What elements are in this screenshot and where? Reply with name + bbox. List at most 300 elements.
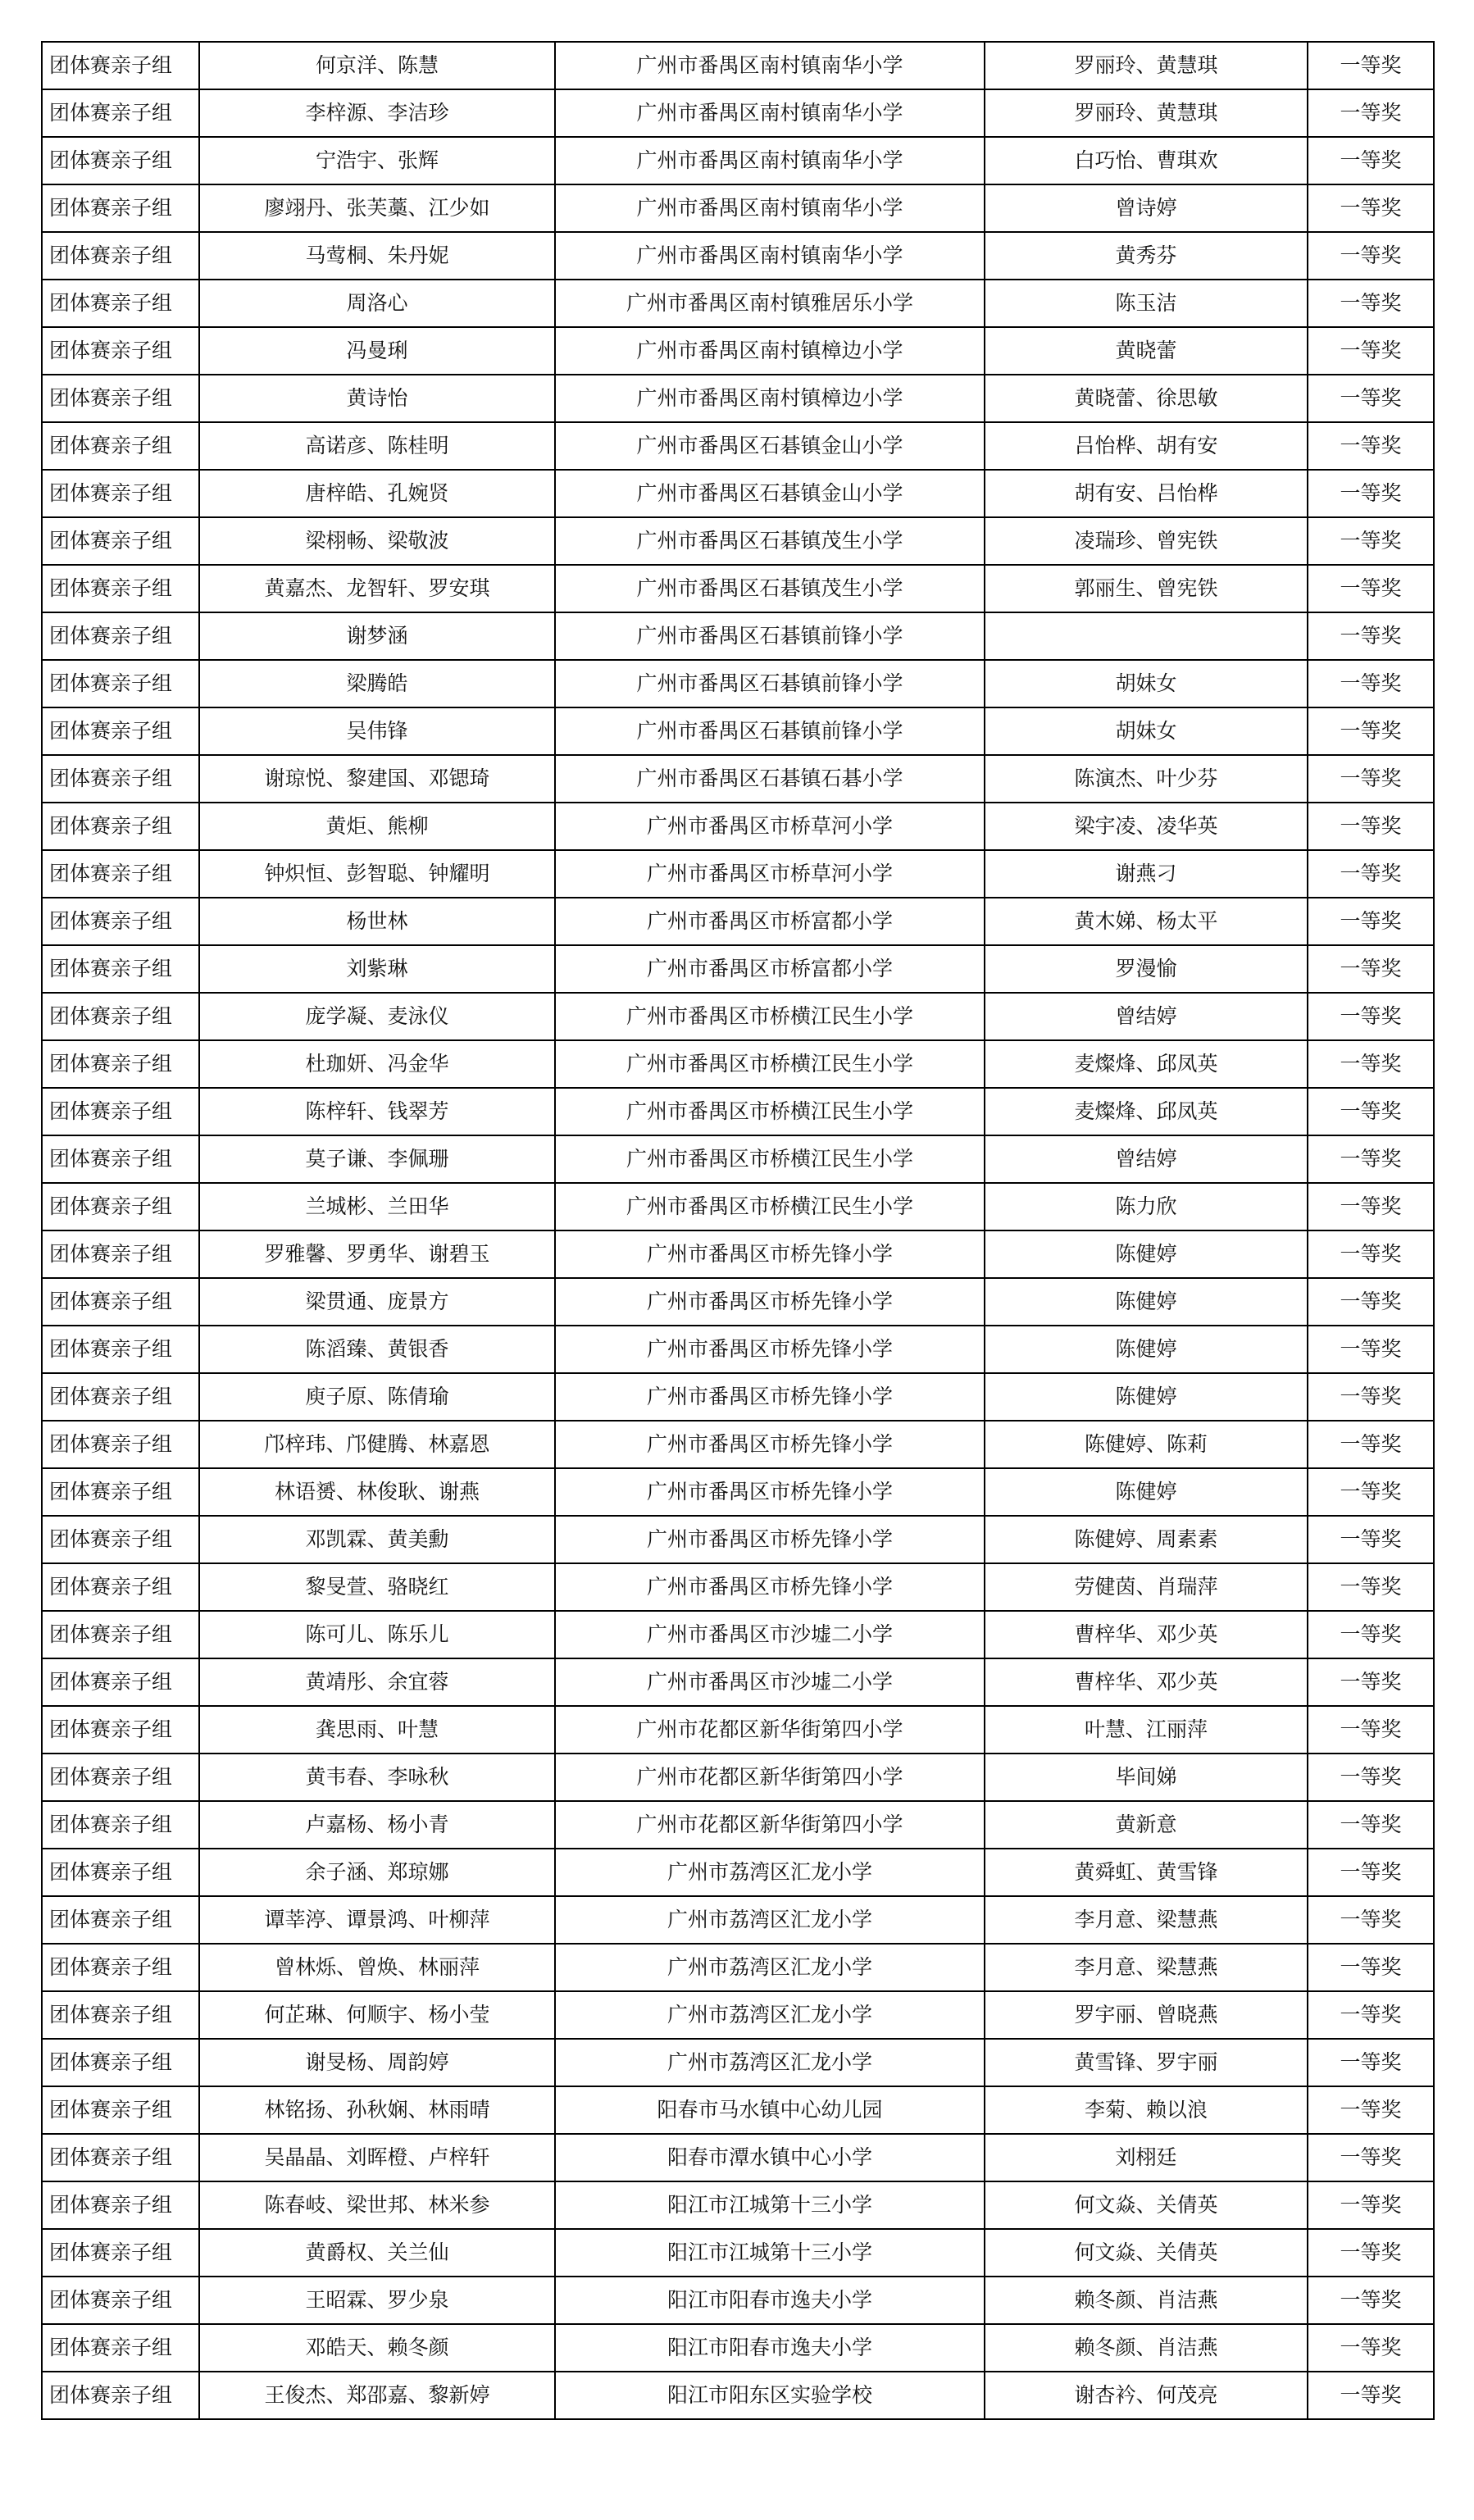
school-cell: 广州市番禺区市桥先锋小学 <box>555 1516 985 1563</box>
participants-cell: 谢旻杨、周韵婷 <box>199 2039 555 2086</box>
table-row <box>42 660 1434 707</box>
group-cell: 团体赛亲子组 <box>42 1991 199 2039</box>
teachers-cell: 陈玉洁 <box>985 280 1308 327</box>
award-cell: 一等奖 <box>1308 327 1434 375</box>
award-cell: 一等奖 <box>1308 137 1434 184</box>
teachers-cell: 曾结婷 <box>985 993 1308 1040</box>
table-row <box>42 803 1434 850</box>
participants-cell: 陈滔臻、黄银香 <box>199 1326 555 1373</box>
teachers-cell: 曹梓华、邓少英 <box>985 1658 1308 1706</box>
school-cell: 广州市番禺区石碁镇金山小学 <box>555 470 985 517</box>
award-cell: 一等奖 <box>1308 1611 1434 1658</box>
teachers-cell: 凌瑞珍、曾宪铁 <box>985 517 1308 565</box>
school-cell: 广州市番禺区市桥横江民生小学 <box>555 1183 985 1230</box>
table-row <box>42 280 1434 327</box>
group-cell: 团体赛亲子组 <box>42 1563 199 1611</box>
participants-cell: 谢梦涵 <box>199 612 555 660</box>
teachers-cell: 陈力欣 <box>985 1183 1308 1230</box>
group-cell: 团体赛亲子组 <box>42 1849 199 1896</box>
award-table-body <box>42 42 1434 2419</box>
school-cell: 广州市番禺区市沙墟二小学 <box>555 1658 985 1706</box>
table-row <box>42 422 1434 470</box>
school-cell: 广州市番禺区石碁镇前锋小学 <box>555 660 985 707</box>
participants-cell: 唐梓皓、孔婉贤 <box>199 470 555 517</box>
award-cell: 一等奖 <box>1308 1040 1434 1088</box>
teachers-cell: 赖冬颜、肖洁燕 <box>985 2324 1308 2372</box>
group-cell: 团体赛亲子组 <box>42 1421 199 1468</box>
award-cell: 一等奖 <box>1308 232 1434 280</box>
school-cell: 广州市番禺区石碁镇茂生小学 <box>555 517 985 565</box>
table-row <box>42 1326 1434 1373</box>
group-cell: 团体赛亲子组 <box>42 993 199 1040</box>
award-cell: 一等奖 <box>1308 2372 1434 2419</box>
group-cell: 团体赛亲子组 <box>42 1230 199 1278</box>
teachers-cell: 黄晓蕾 <box>985 327 1308 375</box>
group-cell: 团体赛亲子组 <box>42 2039 199 2086</box>
table-row <box>42 1801 1434 1849</box>
teachers-cell: 刘栩廷 <box>985 2134 1308 2181</box>
group-cell: 团体赛亲子组 <box>42 565 199 612</box>
group-cell: 团体赛亲子组 <box>42 1801 199 1849</box>
participants-cell: 梁腾皓 <box>199 660 555 707</box>
school-cell: 广州市番禺区南村镇南华小学 <box>555 137 985 184</box>
school-cell: 广州市荔湾区汇龙小学 <box>555 1944 985 1991</box>
school-cell: 广州市番禺区南村镇南华小学 <box>555 184 985 232</box>
participants-cell: 李梓源、李洁珍 <box>199 89 555 137</box>
teachers-cell: 陈健婷 <box>985 1468 1308 1516</box>
award-cell: 一等奖 <box>1308 660 1434 707</box>
group-cell: 团体赛亲子组 <box>42 375 199 422</box>
table-row <box>42 1040 1434 1088</box>
school-cell: 广州市番禺区市桥先锋小学 <box>555 1373 985 1421</box>
group-cell: 团体赛亲子组 <box>42 327 199 375</box>
school-cell: 广州市番禺区南村镇樟边小学 <box>555 327 985 375</box>
school-cell: 广州市花都区新华街第四小学 <box>555 1706 985 1754</box>
group-cell: 团体赛亲子组 <box>42 1706 199 1754</box>
participants-cell: 陈春岐、梁世邦、林米参 <box>199 2181 555 2229</box>
table-row <box>42 184 1434 232</box>
teachers-cell: 赖冬颜、肖洁燕 <box>985 2277 1308 2324</box>
teachers-cell: 陈演杰、叶少芬 <box>985 755 1308 803</box>
award-cell: 一等奖 <box>1308 280 1434 327</box>
award-cell: 一等奖 <box>1308 1135 1434 1183</box>
participants-cell: 曾林烁、曾焕、林丽萍 <box>199 1944 555 1991</box>
award-cell: 一等奖 <box>1308 184 1434 232</box>
table-row <box>42 612 1434 660</box>
table-row <box>42 1468 1434 1516</box>
participants-cell: 钟炽恒、彭智聪、钟耀明 <box>199 850 555 898</box>
school-cell: 阳江市阳春市逸夫小学 <box>555 2324 985 2372</box>
group-cell: 团体赛亲子组 <box>42 1896 199 1944</box>
table-row <box>42 2229 1434 2277</box>
participants-cell: 黄嘉杰、龙智轩、罗安琪 <box>199 565 555 612</box>
table-row <box>42 850 1434 898</box>
award-cell: 一等奖 <box>1308 1468 1434 1516</box>
teachers-cell: 谢杏衿、何茂亮 <box>985 2372 1308 2419</box>
participants-cell: 谭莘渟、谭景鸿、叶柳萍 <box>199 1896 555 1944</box>
participants-cell: 马莺桐、朱丹妮 <box>199 232 555 280</box>
participants-cell: 冯曼琍 <box>199 327 555 375</box>
participants-cell: 黄靖彤、余宜蓉 <box>199 1658 555 1706</box>
award-cell: 一等奖 <box>1308 1706 1434 1754</box>
participants-cell: 吴伟锋 <box>199 707 555 755</box>
group-cell: 团体赛亲子组 <box>42 1326 199 1373</box>
group-cell: 团体赛亲子组 <box>42 184 199 232</box>
participants-cell: 黄诗怡 <box>199 375 555 422</box>
school-cell: 广州市番禺区石碁镇石碁小学 <box>555 755 985 803</box>
table-row <box>42 1088 1434 1135</box>
table-row <box>42 565 1434 612</box>
teachers-cell: 曹梓华、邓少英 <box>985 1611 1308 1658</box>
participants-cell: 黎旻萱、骆晓红 <box>199 1563 555 1611</box>
group-cell: 团体赛亲子组 <box>42 1183 199 1230</box>
teachers-cell: 胡妹女 <box>985 707 1308 755</box>
teachers-cell: 陈健婷 <box>985 1230 1308 1278</box>
table-row <box>42 755 1434 803</box>
table-row <box>42 1944 1434 1991</box>
group-cell: 团体赛亲子组 <box>42 2134 199 2181</box>
participants-cell: 黄韦春、李咏秋 <box>199 1754 555 1801</box>
award-cell: 一等奖 <box>1308 1230 1434 1278</box>
teachers-cell: 曾诗婷 <box>985 184 1308 232</box>
award-cell: 一等奖 <box>1308 1849 1434 1896</box>
award-cell: 一等奖 <box>1308 1944 1434 1991</box>
group-cell: 团体赛亲子组 <box>42 1516 199 1563</box>
school-cell: 广州市番禺区市桥富都小学 <box>555 898 985 945</box>
teachers-cell: 何文焱、关倩英 <box>985 2181 1308 2229</box>
school-cell: 广州市番禺区市沙墟二小学 <box>555 1611 985 1658</box>
award-cell: 一等奖 <box>1308 2181 1434 2229</box>
participants-cell: 何芷琳、何顺宇、杨小莹 <box>199 1991 555 2039</box>
school-cell: 广州市番禺区市桥草河小学 <box>555 850 985 898</box>
table-row <box>42 1754 1434 1801</box>
school-cell: 广州市番禺区石碁镇金山小学 <box>555 422 985 470</box>
group-cell: 团体赛亲子组 <box>42 1135 199 1183</box>
participants-cell: 王昭霖、罗少泉 <box>199 2277 555 2324</box>
school-cell: 广州市番禺区市桥先锋小学 <box>555 1563 985 1611</box>
table-row <box>42 993 1434 1040</box>
table-row <box>42 470 1434 517</box>
table-row <box>42 375 1434 422</box>
teachers-cell <box>985 612 1308 660</box>
teachers-cell: 罗漫愉 <box>985 945 1308 993</box>
participants-cell: 廖翊丹、张芙藁、江少如 <box>199 184 555 232</box>
table-row <box>42 1278 1434 1326</box>
table-row <box>42 517 1434 565</box>
group-cell: 团体赛亲子组 <box>42 1944 199 1991</box>
school-cell: 广州市番禺区南村镇南华小学 <box>555 89 985 137</box>
teachers-cell: 白巧怡、曹琪欢 <box>985 137 1308 184</box>
participants-cell: 莫子谦、李佩珊 <box>199 1135 555 1183</box>
school-cell: 阳江市江城第十三小学 <box>555 2181 985 2229</box>
participants-cell: 陈梓轩、钱翠芳 <box>199 1088 555 1135</box>
participants-cell: 邝梓玮、邝健腾、林嘉恩 <box>199 1421 555 1468</box>
teachers-cell: 胡有安、吕怡桦 <box>985 470 1308 517</box>
teachers-cell: 李月意、梁慧燕 <box>985 1944 1308 1991</box>
school-cell: 广州市番禺区市桥横江民生小学 <box>555 1088 985 1135</box>
teachers-cell: 郭丽生、曾宪铁 <box>985 565 1308 612</box>
award-cell: 一等奖 <box>1308 89 1434 137</box>
school-cell: 广州市番禺区石碁镇茂生小学 <box>555 565 985 612</box>
school-cell: 广州市荔湾区汇龙小学 <box>555 2039 985 2086</box>
table-row <box>42 2134 1434 2181</box>
group-cell: 团体赛亲子组 <box>42 1373 199 1421</box>
participants-cell: 杜珈妍、冯金华 <box>199 1040 555 1088</box>
school-cell: 广州市荔湾区汇龙小学 <box>555 1991 985 2039</box>
table-row <box>42 1991 1434 2039</box>
teachers-cell: 黄晓蕾、徐思敏 <box>985 375 1308 422</box>
group-cell: 团体赛亲子组 <box>42 612 199 660</box>
participants-cell: 何京洋、陈慧 <box>199 42 555 89</box>
school-cell: 广州市番禺区市桥先锋小学 <box>555 1326 985 1373</box>
school-cell: 广州市番禺区南村镇雅居乐小学 <box>555 280 985 327</box>
teachers-cell: 罗丽玲、黄慧琪 <box>985 42 1308 89</box>
teachers-cell: 黄木娣、杨太平 <box>985 898 1308 945</box>
table-row <box>42 898 1434 945</box>
participants-cell: 吴晶晶、刘晖橙、卢梓轩 <box>199 2134 555 2181</box>
teachers-cell: 李月意、梁慧燕 <box>985 1896 1308 1944</box>
teachers-cell: 罗宇丽、曾晓燕 <box>985 1991 1308 2039</box>
group-cell: 团体赛亲子组 <box>42 42 199 89</box>
participants-cell: 杨世林 <box>199 898 555 945</box>
participants-cell: 刘紫琳 <box>199 945 555 993</box>
participants-cell: 兰城彬、兰田华 <box>199 1183 555 1230</box>
award-cell: 一等奖 <box>1308 2324 1434 2372</box>
school-cell: 广州市番禺区市桥横江民生小学 <box>555 1040 985 1088</box>
award-cell: 一等奖 <box>1308 2277 1434 2324</box>
award-cell: 一等奖 <box>1308 1373 1434 1421</box>
award-cell: 一等奖 <box>1308 2134 1434 2181</box>
teachers-cell: 吕怡桦、胡有安 <box>985 422 1308 470</box>
table-row <box>42 327 1434 375</box>
award-cell: 一等奖 <box>1308 2039 1434 2086</box>
award-cell: 一等奖 <box>1308 565 1434 612</box>
table-row <box>42 2324 1434 2372</box>
table-row <box>42 2277 1434 2324</box>
group-cell: 团体赛亲子组 <box>42 137 199 184</box>
teachers-cell: 麦燦烽、邱凤英 <box>985 1040 1308 1088</box>
table-row <box>42 89 1434 137</box>
group-cell: 团体赛亲子组 <box>42 2324 199 2372</box>
teachers-cell: 劳健茵、肖瑞萍 <box>985 1563 1308 1611</box>
table-row <box>42 2181 1434 2229</box>
teachers-cell: 曾结婷 <box>985 1135 1308 1183</box>
table-row <box>42 1706 1434 1754</box>
group-cell: 团体赛亲子组 <box>42 517 199 565</box>
participants-cell: 谢琼悦、黎建国、邓锶琦 <box>199 755 555 803</box>
award-cell: 一等奖 <box>1308 2086 1434 2134</box>
group-cell: 团体赛亲子组 <box>42 898 199 945</box>
group-cell: 团体赛亲子组 <box>42 89 199 137</box>
school-cell: 广州市花都区新华街第四小学 <box>555 1754 985 1801</box>
participants-cell: 周洛心 <box>199 280 555 327</box>
group-cell: 团体赛亲子组 <box>42 1088 199 1135</box>
teachers-cell: 陈健婷 <box>985 1278 1308 1326</box>
document-page <box>41 41 1433 2420</box>
teachers-cell: 谢燕刁 <box>985 850 1308 898</box>
award-cell: 一等奖 <box>1308 42 1434 89</box>
group-cell: 团体赛亲子组 <box>42 660 199 707</box>
participants-cell: 陈可儿、陈乐儿 <box>199 1611 555 1658</box>
participants-cell: 庞学凝、麦泳仪 <box>199 993 555 1040</box>
award-cell: 一等奖 <box>1308 470 1434 517</box>
group-cell: 团体赛亲子组 <box>42 1278 199 1326</box>
table-row <box>42 1611 1434 1658</box>
school-cell: 阳春市潭水镇中心小学 <box>555 2134 985 2181</box>
group-cell: 团体赛亲子组 <box>42 945 199 993</box>
school-cell: 广州市番禺区市桥先锋小学 <box>555 1421 985 1468</box>
table-row <box>42 1230 1434 1278</box>
school-cell: 广州市番禺区石碁镇前锋小学 <box>555 707 985 755</box>
teachers-cell: 毕间娣 <box>985 1754 1308 1801</box>
teachers-cell: 梁宇凌、凌华英 <box>985 803 1308 850</box>
group-cell: 团体赛亲子组 <box>42 850 199 898</box>
participants-cell: 余子涵、郑琼娜 <box>199 1849 555 1896</box>
group-cell: 团体赛亲子组 <box>42 280 199 327</box>
award-cell: 一等奖 <box>1308 945 1434 993</box>
table-row <box>42 1183 1434 1230</box>
award-cell: 一等奖 <box>1308 1801 1434 1849</box>
participants-cell: 梁栩畅、梁敬波 <box>199 517 555 565</box>
table-row <box>42 1563 1434 1611</box>
award-cell: 一等奖 <box>1308 1563 1434 1611</box>
participants-cell: 黄炬、熊柳 <box>199 803 555 850</box>
group-cell: 团体赛亲子组 <box>42 2086 199 2134</box>
school-cell: 广州市番禺区南村镇南华小学 <box>555 232 985 280</box>
participants-cell: 宁浩宇、张辉 <box>199 137 555 184</box>
award-cell: 一等奖 <box>1308 1658 1434 1706</box>
award-cell: 一等奖 <box>1308 803 1434 850</box>
award-cell: 一等奖 <box>1308 993 1434 1040</box>
participants-cell: 罗雅馨、罗勇华、谢碧玉 <box>199 1230 555 1278</box>
table-row <box>42 2086 1434 2134</box>
school-cell: 阳江市江城第十三小学 <box>555 2229 985 2277</box>
group-cell: 团体赛亲子组 <box>42 422 199 470</box>
table-row <box>42 1516 1434 1563</box>
school-cell: 广州市荔湾区汇龙小学 <box>555 1849 985 1896</box>
award-cell: 一等奖 <box>1308 1896 1434 1944</box>
school-cell: 广州市番禺区市桥先锋小学 <box>555 1278 985 1326</box>
school-cell: 广州市番禺区市桥富都小学 <box>555 945 985 993</box>
school-cell: 广州市番禺区市桥先锋小学 <box>555 1468 985 1516</box>
group-cell: 团体赛亲子组 <box>42 1658 199 1706</box>
participants-cell: 王俊杰、郑邵嘉、黎新婷 <box>199 2372 555 2419</box>
award-cell: 一等奖 <box>1308 1421 1434 1468</box>
school-cell: 广州市花都区新华街第四小学 <box>555 1801 985 1849</box>
table-row <box>42 1658 1434 1706</box>
award-cell: 一等奖 <box>1308 1326 1434 1373</box>
teachers-cell: 黄新意 <box>985 1801 1308 1849</box>
school-cell: 广州市番禺区石碁镇前锋小学 <box>555 612 985 660</box>
group-cell: 团体赛亲子组 <box>42 1040 199 1088</box>
participants-cell: 邓凯霖、黄美勳 <box>199 1516 555 1563</box>
school-cell: 广州市番禺区市桥先锋小学 <box>555 1230 985 1278</box>
award-cell: 一等奖 <box>1308 517 1434 565</box>
table-row <box>42 1849 1434 1896</box>
award-cell: 一等奖 <box>1308 2229 1434 2277</box>
table-row <box>42 2372 1434 2419</box>
table-row <box>42 232 1434 280</box>
award-cell: 一等奖 <box>1308 1278 1434 1326</box>
participants-cell: 高诺彦、陈桂明 <box>199 422 555 470</box>
teachers-cell: 黄雪锋、罗宇丽 <box>985 2039 1308 2086</box>
group-cell: 团体赛亲子组 <box>42 755 199 803</box>
participants-cell: 林铭扬、孙秋娴、林雨晴 <box>199 2086 555 2134</box>
group-cell: 团体赛亲子组 <box>42 1611 199 1658</box>
school-cell: 阳春市马水镇中心幼儿园 <box>555 2086 985 2134</box>
table-row <box>42 707 1434 755</box>
table-row <box>42 1421 1434 1468</box>
school-cell: 广州市荔湾区汇龙小学 <box>555 1896 985 1944</box>
teachers-cell: 罗丽玲、黄慧琪 <box>985 89 1308 137</box>
group-cell: 团体赛亲子组 <box>42 2277 199 2324</box>
table-row <box>42 1373 1434 1421</box>
group-cell: 团体赛亲子组 <box>42 232 199 280</box>
award-cell: 一等奖 <box>1308 612 1434 660</box>
group-cell: 团体赛亲子组 <box>42 1754 199 1801</box>
teachers-cell: 黄秀芬 <box>985 232 1308 280</box>
participants-cell: 梁贯通、庞景方 <box>199 1278 555 1326</box>
group-cell: 团体赛亲子组 <box>42 707 199 755</box>
participants-cell: 黄爵权、关兰仙 <box>199 2229 555 2277</box>
school-cell: 广州市番禺区市桥横江民生小学 <box>555 993 985 1040</box>
award-cell: 一等奖 <box>1308 1183 1434 1230</box>
teachers-cell: 何文焱、关倩英 <box>985 2229 1308 2277</box>
group-cell: 团体赛亲子组 <box>42 1468 199 1516</box>
award-cell: 一等奖 <box>1308 375 1434 422</box>
participants-cell: 林语赟、林俊耿、谢燕 <box>199 1468 555 1516</box>
group-cell: 团体赛亲子组 <box>42 2181 199 2229</box>
group-cell: 团体赛亲子组 <box>42 470 199 517</box>
group-cell: 团体赛亲子组 <box>42 2372 199 2419</box>
teachers-cell: 陈健婷 <box>985 1373 1308 1421</box>
participants-cell: 庾子原、陈倩瑜 <box>199 1373 555 1421</box>
award-cell: 一等奖 <box>1308 1754 1434 1801</box>
teachers-cell: 胡妹女 <box>985 660 1308 707</box>
award-cell: 一等奖 <box>1308 1991 1434 2039</box>
award-cell: 一等奖 <box>1308 898 1434 945</box>
table-row <box>42 945 1434 993</box>
participants-cell: 卢嘉杨、杨小青 <box>199 1801 555 1849</box>
award-cell: 一等奖 <box>1308 755 1434 803</box>
table-row <box>42 1135 1434 1183</box>
school-cell: 阳江市阳东区实验学校 <box>555 2372 985 2419</box>
participants-cell: 龚思雨、叶慧 <box>199 1706 555 1754</box>
group-cell: 团体赛亲子组 <box>42 803 199 850</box>
participants-cell: 邓皓天、赖冬颜 <box>199 2324 555 2372</box>
teachers-cell: 黄舜虹、黄雪锋 <box>985 1849 1308 1896</box>
award-cell: 一等奖 <box>1308 1088 1434 1135</box>
group-cell: 团体赛亲子组 <box>42 2229 199 2277</box>
teachers-cell: 叶慧、江丽萍 <box>985 1706 1308 1754</box>
school-cell: 广州市番禺区市桥草河小学 <box>555 803 985 850</box>
school-cell: 广州市番禺区市桥横江民生小学 <box>555 1135 985 1183</box>
award-cell: 一等奖 <box>1308 707 1434 755</box>
teachers-cell: 陈健婷、周素素 <box>985 1516 1308 1563</box>
school-cell: 阳江市阳春市逸夫小学 <box>555 2277 985 2324</box>
teachers-cell: 陈健婷、陈莉 <box>985 1421 1308 1468</box>
award-cell: 一等奖 <box>1308 1516 1434 1563</box>
teachers-cell: 李菊、赖以浪 <box>985 2086 1308 2134</box>
teachers-cell: 麦燦烽、邱凤英 <box>985 1088 1308 1135</box>
school-cell: 广州市番禺区南村镇樟边小学 <box>555 375 985 422</box>
table-row <box>42 137 1434 184</box>
table-row <box>42 42 1434 89</box>
award-cell: 一等奖 <box>1308 850 1434 898</box>
table-row <box>42 1896 1434 1944</box>
teachers-cell: 陈健婷 <box>985 1326 1308 1373</box>
table-row <box>42 2039 1434 2086</box>
